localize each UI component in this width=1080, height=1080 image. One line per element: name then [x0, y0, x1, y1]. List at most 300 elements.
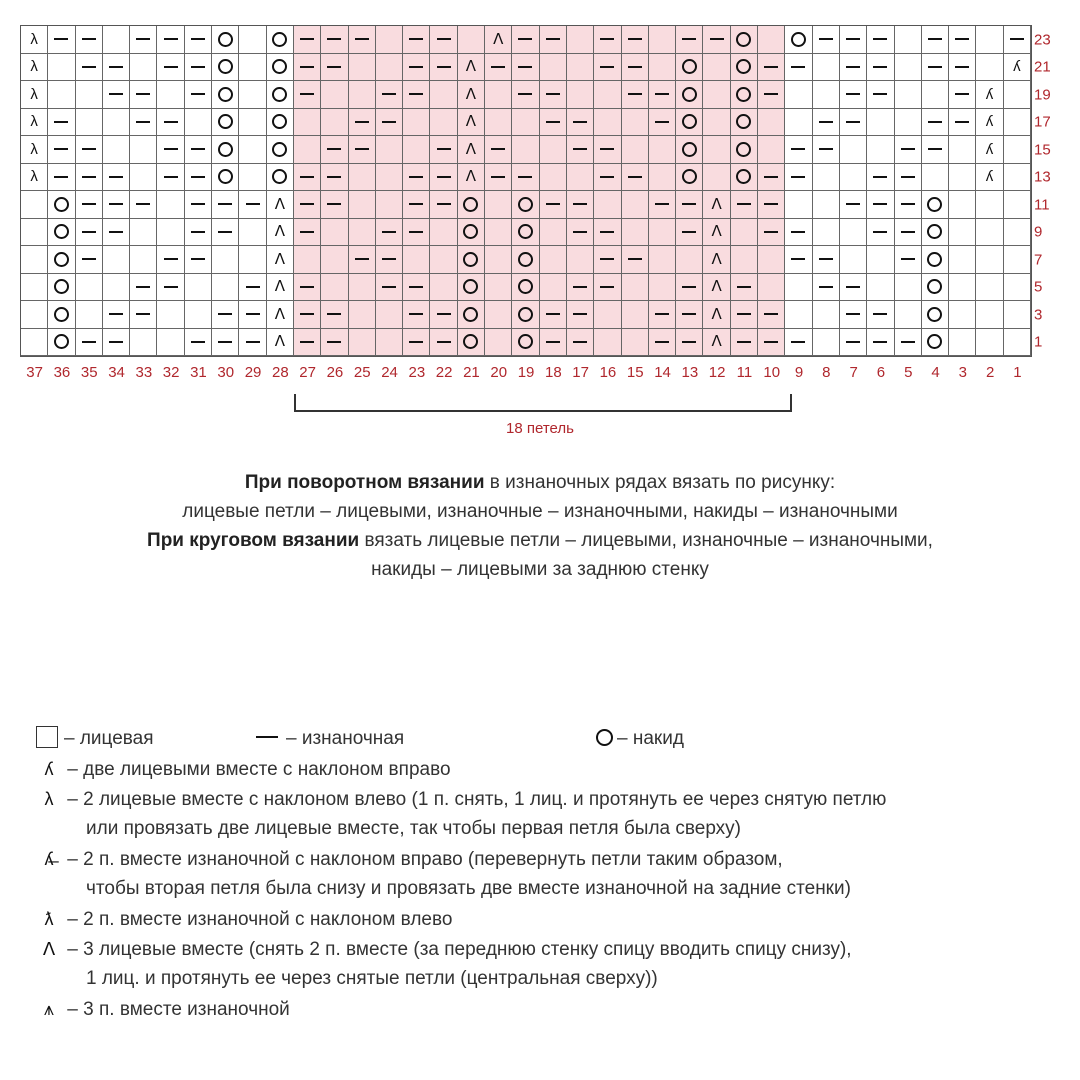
row-number-label: 23 — [1034, 31, 1051, 49]
purl-cell — [239, 274, 266, 302]
purl-dash-icon — [655, 121, 669, 123]
purl-cell — [867, 26, 894, 54]
yarn-over-cell — [922, 301, 949, 329]
purl-dash-icon — [737, 313, 751, 315]
purl-cell — [430, 164, 457, 192]
purl-dash-icon — [764, 93, 778, 95]
knit-cell — [567, 54, 594, 82]
knit-cell — [376, 301, 403, 329]
knit-cell — [212, 274, 239, 302]
yarn-over-circle-icon — [54, 334, 69, 349]
k3tog-cell: ᐱ — [703, 191, 730, 219]
purl-dash-icon — [491, 176, 505, 178]
purl-cell — [758, 54, 785, 82]
purl-dash-icon — [437, 203, 451, 205]
purl-cell — [130, 26, 157, 54]
purl-dash-icon — [791, 231, 805, 233]
decrease-cell: λ — [21, 54, 48, 82]
purl-cell — [157, 54, 184, 82]
yarn-over-circle-icon — [596, 729, 613, 746]
yarn-over-cell — [212, 109, 239, 137]
row-number-label: 1 — [1034, 333, 1043, 351]
yarn-over-cell — [731, 26, 758, 54]
purl-cell — [294, 301, 321, 329]
k3tog-cell: ᐱ — [485, 26, 512, 54]
purl-cell — [622, 54, 649, 82]
yarn-over-circle-icon — [682, 114, 697, 129]
knit-cell — [130, 329, 157, 357]
purl-cell — [840, 81, 867, 109]
k2tog-right-icon: ʎ — [44, 759, 54, 779]
purl-dash-icon — [437, 66, 451, 68]
purl-dash-icon — [518, 176, 532, 178]
purl-dash-icon — [846, 341, 860, 343]
yarn-over-circle-icon — [791, 32, 806, 47]
knit-cell — [1004, 164, 1031, 192]
purl-dash-icon — [327, 66, 341, 68]
legend-yarn-over: – накид — [596, 724, 684, 754]
knit-cell — [785, 274, 812, 302]
knit-cell — [676, 246, 703, 274]
yarn-over-circle-icon — [518, 252, 533, 267]
purl-dash-icon — [54, 121, 68, 123]
knit-cell — [594, 191, 621, 219]
yarn-over-circle-icon — [272, 87, 287, 102]
purl-dash-icon — [600, 258, 614, 260]
knit-cell — [349, 301, 376, 329]
knit-cell — [949, 164, 976, 192]
column-number-label: 20 — [490, 364, 508, 381]
k3tog-cell: ᐱ — [703, 274, 730, 302]
purl-dash-icon — [682, 38, 696, 40]
purl-cell — [294, 274, 321, 302]
purl-cell — [185, 26, 212, 54]
yarn-over-circle-icon — [518, 334, 533, 349]
purl-dash-icon — [955, 93, 969, 95]
purl-dash-icon — [82, 258, 96, 260]
purl-dash-icon — [355, 121, 369, 123]
purl-dash-icon — [82, 38, 96, 40]
k3tog-cell: ᐱ — [703, 329, 730, 357]
knit-cell — [540, 274, 567, 302]
purl-dash-icon — [819, 121, 833, 123]
purl-cell — [157, 109, 184, 137]
purl-dash-icon — [437, 176, 451, 178]
purl-cell — [76, 219, 103, 247]
knit-cell — [785, 109, 812, 137]
purl-dash-icon — [382, 121, 396, 123]
purl-cell — [813, 109, 840, 137]
column-number-label: 36 — [53, 364, 71, 381]
legend-row-basic — [36, 724, 1066, 754]
purl-dash-icon — [164, 286, 178, 288]
purl-dash-icon — [437, 313, 451, 315]
yarn-over-cell — [48, 246, 75, 274]
knit-cell — [895, 54, 922, 82]
knit-cell — [239, 164, 266, 192]
yarn-over-cell — [458, 329, 485, 357]
knit-cell — [731, 219, 758, 247]
purl-dash-icon — [682, 203, 696, 205]
knit-cell — [813, 219, 840, 247]
purl-cell — [430, 26, 457, 54]
knit-cell — [540, 54, 567, 82]
knit-cell — [622, 219, 649, 247]
knit-cell — [130, 219, 157, 247]
yarn-over-cell — [212, 54, 239, 82]
knit-cell — [185, 109, 212, 137]
purl-dash-icon — [901, 258, 915, 260]
knit-cell — [294, 136, 321, 164]
purl-cell — [949, 54, 976, 82]
purl-dash-icon — [737, 203, 751, 205]
yarn-over-circle-icon — [218, 87, 233, 102]
purl-dash-icon — [791, 176, 805, 178]
knit-cell — [239, 109, 266, 137]
purl-dash-icon — [573, 341, 587, 343]
knit-cell — [430, 109, 457, 137]
purl-cell — [349, 26, 376, 54]
knit-cell — [949, 329, 976, 357]
purl-dash-icon — [136, 203, 150, 205]
yarn-over-cell — [676, 109, 703, 137]
purl-cell — [840, 26, 867, 54]
knit-cell — [430, 246, 457, 274]
knit-cell — [485, 109, 512, 137]
purl-dash-icon — [791, 148, 805, 150]
purl-cell — [540, 301, 567, 329]
purl-dash-icon — [737, 341, 751, 343]
purl-dash-icon — [573, 121, 587, 123]
purl-cell — [403, 329, 430, 357]
purl-dash-icon — [355, 38, 369, 40]
purl-cell — [76, 329, 103, 357]
purl-cell — [76, 26, 103, 54]
purl-cell — [813, 246, 840, 274]
knit-cell — [185, 274, 212, 302]
purl-dash-icon — [710, 38, 724, 40]
purl-cell — [103, 301, 130, 329]
purl-cell — [676, 219, 703, 247]
purl-cell — [840, 329, 867, 357]
knit-cell — [403, 246, 430, 274]
yarn-over-cell — [676, 136, 703, 164]
purl-cell — [758, 81, 785, 109]
purl-dash-icon — [327, 38, 341, 40]
knit-cell — [785, 81, 812, 109]
purl-cell — [48, 164, 75, 192]
purl-cell — [130, 274, 157, 302]
purl-cell — [895, 164, 922, 192]
purl-cell — [321, 164, 348, 192]
purl-dash-icon — [518, 66, 532, 68]
knit-cell — [157, 81, 184, 109]
legend-k2tog-left-cont: или провязать две лицевые вместе, так чтобы первая петля была сверху) — [86, 818, 742, 839]
knit-cell — [21, 329, 48, 357]
knit-cell — [321, 246, 348, 274]
purl-dash-icon — [573, 231, 587, 233]
row-number-label: 5 — [1034, 278, 1043, 296]
purl-dash-icon — [164, 148, 178, 150]
knit-cell — [239, 219, 266, 247]
knit-cell — [594, 301, 621, 329]
knit-cell — [376, 54, 403, 82]
knit-cell — [48, 81, 75, 109]
legend — [36, 724, 1066, 1024]
knit-cell — [567, 246, 594, 274]
yarn-over-cell — [512, 329, 539, 357]
knit-cell — [239, 136, 266, 164]
knit-cell — [813, 329, 840, 357]
purl-cell — [376, 219, 403, 247]
yarn-over-circle-icon — [927, 307, 942, 322]
yarn-over-cell — [922, 274, 949, 302]
knit-cell — [758, 136, 785, 164]
purl-dash-icon — [573, 286, 587, 288]
purl-cell — [376, 274, 403, 302]
knit-cell — [103, 246, 130, 274]
knit-cell — [130, 136, 157, 164]
purl-dash-icon — [600, 66, 614, 68]
yarn-over-circle-icon — [682, 87, 697, 102]
purl-cell — [867, 329, 894, 357]
purl-cell — [622, 26, 649, 54]
purl-dash-icon — [218, 313, 232, 315]
purl-dash-icon — [546, 93, 560, 95]
purl-dash-icon — [737, 286, 751, 288]
purl-dash-icon — [109, 313, 123, 315]
knit-cell — [976, 191, 1003, 219]
knit-cell — [813, 81, 840, 109]
purl-dash-icon — [628, 258, 642, 260]
knit-cell — [567, 26, 594, 54]
knit-cell — [540, 164, 567, 192]
yarn-over-cell — [212, 81, 239, 109]
purl-dash-icon — [327, 148, 341, 150]
purl-dash-icon — [191, 38, 205, 40]
yarn-over-circle-icon — [736, 32, 751, 47]
purl-dash-icon — [109, 176, 123, 178]
knit-cell — [594, 81, 621, 109]
yarn-over-cell — [458, 274, 485, 302]
column-number-label: 8 — [822, 364, 831, 381]
purl-cell — [103, 164, 130, 192]
column-number-label: 23 — [408, 364, 426, 381]
purl-dash-icon — [256, 736, 278, 738]
knit-cell — [540, 246, 567, 274]
knit-cell — [349, 191, 376, 219]
purl-dash-icon — [600, 176, 614, 178]
purl-dash-icon — [764, 231, 778, 233]
column-number-label: 19 — [517, 364, 535, 381]
yarn-over-cell — [512, 219, 539, 247]
purl-dash-icon — [491, 66, 505, 68]
knit-cell — [922, 81, 949, 109]
purl-dash-icon — [819, 38, 833, 40]
column-number-label: 1 — [1013, 364, 1022, 381]
knit-cell — [430, 219, 457, 247]
yarn-over-circle-icon — [218, 114, 233, 129]
legend-p2tog-right-cont: чтобы вторая петля была снизу и провязать две вместе изнаночной на задние стенки) — [86, 878, 851, 899]
yarn-over-cell — [785, 26, 812, 54]
purl-cell — [239, 191, 266, 219]
knit-cell — [622, 109, 649, 137]
purl-dash-icon — [873, 203, 887, 205]
knit-cell — [239, 246, 266, 274]
purl-dash-icon — [764, 66, 778, 68]
decrease-cell: λ — [21, 109, 48, 137]
purl-cell — [785, 54, 812, 82]
purl-cell — [376, 81, 403, 109]
repeat-label: 18 петель — [506, 420, 574, 437]
knit-cell — [48, 54, 75, 82]
purl-cell — [321, 26, 348, 54]
purl-cell — [321, 329, 348, 357]
yarn-over-cell — [922, 246, 949, 274]
purl-dash-icon — [901, 341, 915, 343]
purl-dash-icon — [109, 231, 123, 233]
knit-cell — [485, 246, 512, 274]
purl-dash-icon — [164, 66, 178, 68]
knit-cell — [949, 136, 976, 164]
knit-cell — [703, 54, 730, 82]
knit-cell — [485, 301, 512, 329]
purl-cell — [567, 219, 594, 247]
purl-cell — [349, 136, 376, 164]
knit-cell — [785, 301, 812, 329]
purl-cell — [321, 54, 348, 82]
yarn-over-circle-icon — [54, 279, 69, 294]
yarn-over-circle-icon — [272, 59, 287, 74]
purl-dash-icon — [82, 176, 96, 178]
purl-dash-icon — [901, 148, 915, 150]
purl-dash-icon — [382, 93, 396, 95]
knit-cell — [76, 274, 103, 302]
purl-dash-icon — [136, 313, 150, 315]
knit-cell — [1004, 274, 1031, 302]
yarn-over-cell — [676, 81, 703, 109]
purl-dash-icon — [546, 203, 560, 205]
purl-cell — [813, 274, 840, 302]
legend-k3tog: ᐱ – 3 лицевые вместе (снять 2 п. вместе (за переднюю стенку спицу вводить спицу снизу), — [36, 934, 1066, 964]
yarn-over-circle-icon — [272, 114, 287, 129]
purl-dash-icon — [437, 38, 451, 40]
decrease-cell: λ — [21, 26, 48, 54]
row-number-label: 13 — [1034, 168, 1051, 186]
purl-cell — [785, 219, 812, 247]
knit-cell — [622, 136, 649, 164]
purl-cell — [758, 164, 785, 192]
purl-dash-icon — [873, 38, 887, 40]
knit-cell — [594, 329, 621, 357]
purl-cell — [758, 301, 785, 329]
yarn-over-cell — [731, 164, 758, 192]
purl-cell — [840, 109, 867, 137]
purl-dash-icon — [764, 203, 778, 205]
column-number-label: 2 — [985, 364, 995, 381]
knit-cell — [321, 109, 348, 137]
knit-cell — [1004, 329, 1031, 357]
yarn-over-cell — [212, 136, 239, 164]
purl-cell — [949, 109, 976, 137]
k3tog-cell: ᐱ — [703, 219, 730, 247]
yarn-over-circle-icon — [463, 252, 478, 267]
purl-cell — [731, 329, 758, 357]
purl-dash-icon — [300, 93, 314, 95]
yarn-over-circle-icon — [463, 334, 478, 349]
knit-cell — [376, 164, 403, 192]
row-number-label: 11 — [1034, 196, 1050, 214]
decrease-cell: λ — [21, 81, 48, 109]
purl-cell — [594, 26, 621, 54]
purl-dash-icon — [846, 313, 860, 315]
purl-cell — [48, 136, 75, 164]
yarn-over-circle-icon — [463, 224, 478, 239]
purl-cell — [649, 329, 676, 357]
purl-dash-icon — [327, 341, 341, 343]
knit-cell — [321, 81, 348, 109]
knit-cell — [130, 54, 157, 82]
decrease-cell: ʎ — [976, 81, 1003, 109]
purl-cell — [840, 54, 867, 82]
knit-cell — [540, 219, 567, 247]
column-number-label: 16 — [599, 364, 617, 381]
purl-cell — [294, 191, 321, 219]
knit-cell — [321, 219, 348, 247]
purl-cell — [512, 54, 539, 82]
knit-cell — [349, 54, 376, 82]
column-number-label: 34 — [108, 364, 125, 381]
knit-cell — [76, 301, 103, 329]
knit-cell — [703, 164, 730, 192]
knit-cell — [813, 164, 840, 192]
purl-dash-icon — [437, 148, 451, 150]
purl-cell — [349, 246, 376, 274]
purl-dash-icon — [327, 313, 341, 315]
purl-dash-icon — [246, 313, 260, 315]
purl-dash-icon — [873, 66, 887, 68]
knit-cell — [485, 329, 512, 357]
purl-dash-icon — [901, 176, 915, 178]
knit-cell — [895, 26, 922, 54]
purl-cell — [567, 301, 594, 329]
purl-cell — [676, 191, 703, 219]
purl-cell — [785, 329, 812, 357]
yarn-over-cell — [512, 274, 539, 302]
yarn-over-circle-icon — [54, 224, 69, 239]
purl-dash-icon — [491, 148, 505, 150]
yarn-over-cell — [922, 329, 949, 357]
knit-cell — [376, 191, 403, 219]
purl-dash-icon — [682, 341, 696, 343]
knit-cell — [758, 246, 785, 274]
yarn-over-cell — [267, 54, 294, 82]
row-number-label: 9 — [1034, 223, 1043, 241]
yarn-over-cell — [267, 136, 294, 164]
yarn-over-circle-icon — [518, 279, 533, 294]
knit-cell — [949, 219, 976, 247]
decrease-cell: ʎ — [1004, 54, 1031, 82]
purl-dash-icon — [82, 148, 96, 150]
knit-cell — [239, 26, 266, 54]
purl-cell — [703, 26, 730, 54]
purl-dash-icon — [191, 66, 205, 68]
purl-dash-icon — [164, 38, 178, 40]
column-number-label: 21 — [463, 364, 480, 381]
purl-cell — [48, 109, 75, 137]
purl-dash-icon — [819, 286, 833, 288]
purl-dash-icon — [382, 258, 396, 260]
